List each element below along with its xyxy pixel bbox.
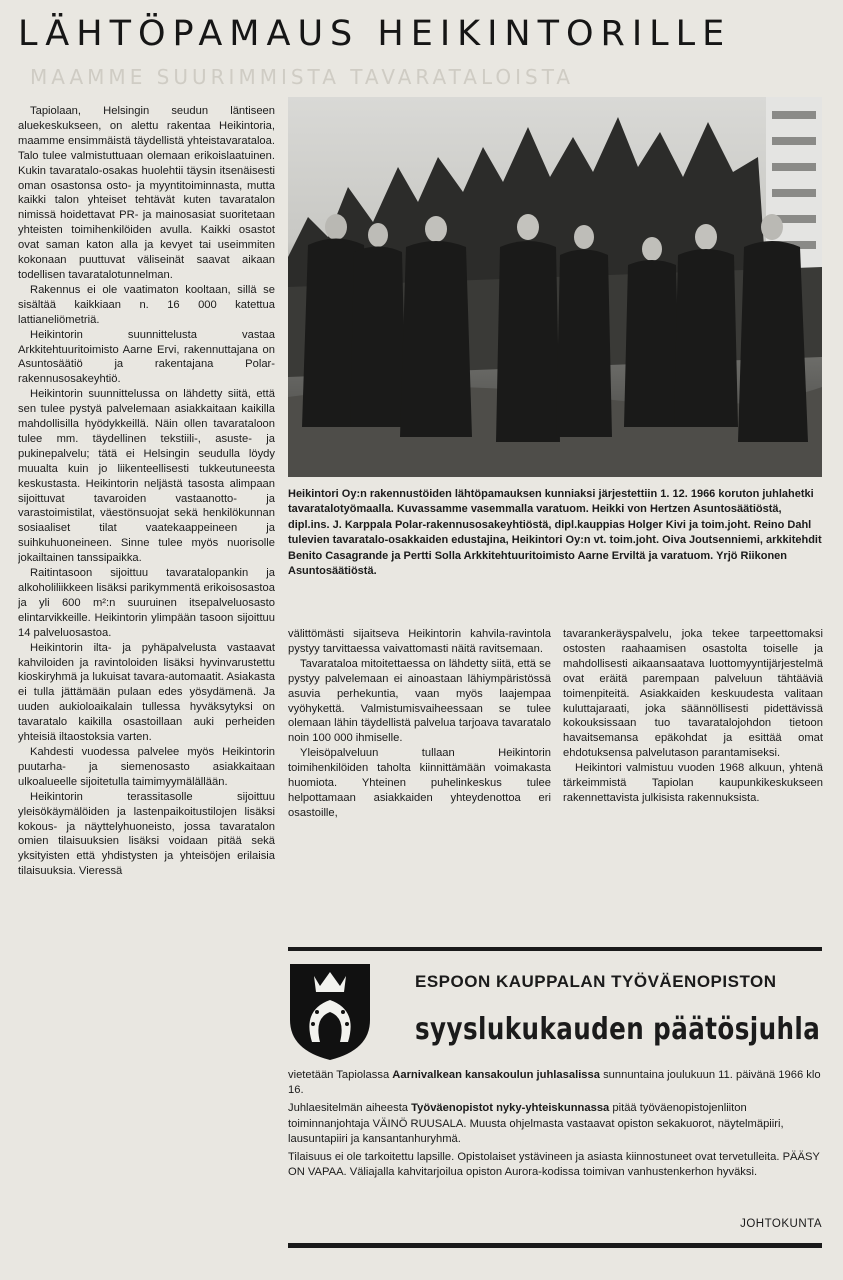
ad-signature: JOHTOKUNTA [740, 1218, 822, 1230]
paragraph: Kahdesti vuodessa palvelee myös Heikintorin puutarha- ja siemenosasto asiakkaitaan ulkoalueelle sijoitetulla taimimyymälällään. [18, 745, 275, 788]
paragraph: Heikintorin ilta- ja pyhäpalvelusta vastaavat kahviloiden ja ravintoloiden lisäksi hyvinvarustettu kioskiryhmä ja lukuisat tavara-automaatit. Asiakasta ei tulla jättämään pulaan edes yösydämenä. Ja uuden aukioloaikalain tullessa hyväksytyksi on tavaratalo kaikilla osastoillaan auki perheiden yhteisiä iltaostoksia varten. [18, 641, 275, 744]
paragraph: Rakennus ei ole vaatimaton kooltaan, sillä se sisältää kaikkiaan n. 16 000 katettua lattianeliömetriä. [18, 283, 275, 326]
paragraph: Tapiolaan, Helsingin seudun läntiseen aluekeskukseen, on alettu rakentaa Heikintoria, maamme ensimmäistä täydellistä yhteistavarataloa. Talo tulee valmistuttuaan olemaan erikoislaatuinen. Kukin tavaratalo-osakas huolehtii täysin itsenäisesti oman osastonsa osto- ja myyntitoiminnasta, mutta kaikki talon yhteiset tehtävät kuten tavaratalon nimissä hoidettavat PR- ja mainosasiat suoritetaan yhteisten toimihenkilöiden avulla. Kaikki osastot ovat saman katon alla ja kevyet tai useimmiten kokonaan puuttuvat väliseinät saavat aikaan todellisen tavaratalotunnelman. [18, 105, 275, 281]
paragraph: Heikintorin suunnittelussa on lähdetty siitä, että sen tulee pystyä palvelemaan asiakkaitaan kaikilla mahdollisilla hyödykkeillä. Näin ollen tavarataloon tulee mm. täydellinen tekstiili-, asuste- ja pukinepalvelu; tätä ei Helsingin seudulla löydy muualta kuin jo liikenteellisesti tukkeutuneesta keskustasta. Heikintorin neljästä tasosta alimpaan sijoittuvat tavaroiden vastaanotto- ja varastoimistilat, väestönsuojat sekä henkilökunnan sosiaaliset tilat vaatekaappeineen ja suihkuhuoneineen. Sinne tulee myös nuorisolle jokailtainen tanssipaikka. [18, 388, 275, 565]
ad-bottom-rule [288, 1243, 822, 1248]
text: Juhlaesitelmän aiheesta [288, 1102, 412, 1115]
paragraph: Heikintori valmistuu vuoden 1968 alkuun, yhtenä tärkeimmistä Tapiolan kaupunkikeskukseen rakennettavista julkisista rakennuksista. [563, 762, 823, 804]
paragraph: välittömästi sijaitseva Heikintorin kahvila-ravintola pystyy tarvittaessa vaivattomasti näitä ravitsemaan. [288, 628, 551, 655]
text: vietetään Tapiolassa [288, 1069, 393, 1081]
middle-text-column [288, 627, 551, 917]
ad-heading: ESPOON KAUPPALAN TYÖVÄENOPISTON [415, 972, 777, 991]
paragraph: Heikintorin terassitasolle sijoittuu yleisökäymälöiden ja lastenpaikoitustilojen lisäksi kokous- ja näyttelyhuoneisto, jossa tavaratalon omien tilaisuuksien lisäksi voidaan pitää sekä yksityisten että yhdistysten ja yhteisöjen erilaisia tilaisuuksia. Vieressä [18, 790, 275, 878]
ad-paragraph [288, 1150, 822, 1180]
paragraph: Raitintasoon sijoittuu tavaratalopankin ja alkoholiliikkeen lisäksi parikymmentä erikoisosastoa ja yli 600 m²:n suuruinen itsepalveluosasto elintarvikkeille. Heikintorin ylimpään tasoon sijoittuu 14 palveluosastoa. [18, 567, 275, 639]
left-text-column [18, 104, 275, 1254]
lecture-topic-bold: Työväenopistot nyky-yhteiskunnassa [411, 1102, 610, 1115]
text: pitää työväenopistojenliiton toiminnanjohtaja VÄINÖ RUUSALA. Muusta ohjelmasta vastaavat opiston sekakuorot, näytelmäpiiri, lausuntapiiri ja kansantanhuryhmä. [288, 1102, 784, 1145]
espoo-crest-icon [288, 962, 372, 1062]
group-photo [288, 97, 822, 477]
text: Tilaisuus ei ole tarkoitettu lapsille. Opistolaiset ystävineen ja asiasta kiinnostuneet ovat tervetulleita. PÄÄSY ON VAPAA. Väliajalla kahvitarjoilua opiston Aurora-kodissa toimivan vanhustenkerhon hyväksi. [288, 1151, 820, 1179]
ad-top-rule [288, 947, 822, 951]
photo-caption: Heikintori Oy:n rakennustöiden lähtöpamauksen kunniaksi järjestettiin 1. 12. 1966 koruton juhlahetki tavaratalotyömaalla. Kuvassamme vasemmalla varatuom. Heikki von Hertzen Asuntosäätiöstä, dipl.ins. J. Karppala Polar-rakennusosakeyhtiöstä, dipl.kauppias Holger Kivi ja toim.joht. Reino Dahl tulevien tavaratalo-osakkaiden edustajina, Heikintori Oy:n vt. toim.joht. Oiva Joutsenniemi, arkkitehdit Benito Casagrande ja Pertti Solla Arkkitehtuuritoimisto Aarne Erviltä ja varatuom. Yrjö Riikonen Asuntosäätiöstä. [288, 488, 822, 578]
page-headline: LÄHTÖPAMAUS HEIKINTORILLE [18, 14, 732, 54]
ad-paragraph [288, 1101, 822, 1147]
right-text-column [563, 627, 823, 917]
show-through-heading: MAAMME SUURIMMISTA TAVARATALOISTA [30, 65, 575, 89]
venue-bold: Aarnivalkean kansakoulun juhlasalissa [392, 1069, 600, 1081]
paragraph: Tavarataloa mitoitettaessa on lähdetty siitä, että se pystyy palvelemaan ei ainoastaan lähiympäristössä asuvia perhekuntia, vaan myös laajempaa vyöhykettä. Valmistumisvaiheessaan se tulee olemaan lähin täydellistä palvelua tarjoava tavaratalo noin 100 000 ihmiselle. [288, 657, 551, 745]
paragraph: tavarankeräyspalvelu, joka tekee tarpeettomaksi ostosten raahaamisen osastolta toiselle ja mahdollisesti aikaansaatava luottomyyntijärjestelmä ovat eräitä parempaan palveluun tähtääviä toimenpiteitä. Asiakkaiden keskuudesta valitaan kuluttajaraati, joka säännöllisesti pidettävissä kokouksissaan tuo tavaratalojohdon tietoon havaitsemansa epäkohdat ja esittää omat ehdotuksensa palvelutason parantamiseksi. [563, 628, 823, 760]
ad-paragraph [288, 1068, 822, 1098]
ad-title: syyslukukauden päätösjuhla [415, 1012, 821, 1047]
ad-text [288, 1068, 822, 1228]
paragraph: Yleisöpalveluun tullaan Heikintorin toimihenkilöiden taholta kiinnittämään voimakasta huomiota. Yhteinen puhelinkeskus tulee helpottamaan asiakkaiden yhteydenottoa eri osastoille, [288, 747, 551, 819]
paragraph: Heikintorin suunnittelusta vastaa Arkkitehtuuritoimisto Aarne Ervi, rakennuttajana on Asuntosäätiö ja rakentajana Polar-rakennusosakeyhtiö. [18, 328, 275, 386]
text: sunnuntaina joulukuun 11. päivänä 1966 klo 16. [288, 1069, 821, 1097]
